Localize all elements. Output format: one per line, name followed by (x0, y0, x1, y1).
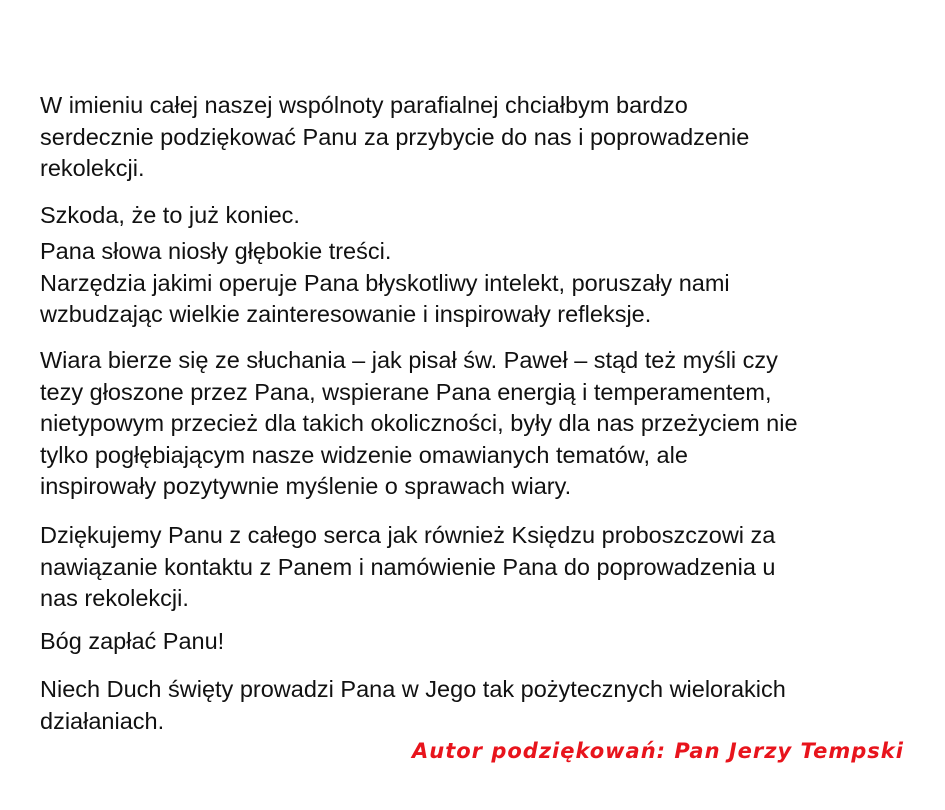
paragraph-gratitude (40, 90, 940, 185)
paragraph-regret (40, 200, 940, 232)
paragraph-line: tylko pogłębiającym nasze widzenie omawianych tematów, ale (40, 441, 688, 468)
paragraph-line: nas rekolekcji. (40, 585, 189, 611)
paragraph-line: działaniach. (40, 707, 165, 734)
paragraph-line: nawiązanie kontaktu z Panem i namówienie Pana do poprowadzenia u (40, 553, 776, 580)
paragraph-line: Wiara bierze się ze słuchania – jak pisał św. Paweł – stąd też myśli czy (40, 347, 778, 373)
paragraph-blessing (40, 626, 940, 658)
paragraph-line: Dziękujemy Panu z całego serca jak również Księdzu proboszczowi za (40, 522, 776, 548)
paragraph-line: tezy głoszone przez Pana, wspierane Pana energią i temperamentem, (40, 378, 772, 405)
paragraph-line: inspirowały pozytywnie myślenie o sprawach wiary. (40, 473, 572, 499)
paragraph-line: wzbudzając wielkie zainteresowanie i inspirowały refleksje. (40, 301, 652, 327)
paragraph-line: W imieniu całej naszej wspólnoty parafialnej chciałbym bardzo (40, 92, 688, 118)
paragraph-line: Narzędzia jakimi operuje Pana błyskotliwy intelekt, poruszały nami (40, 269, 730, 296)
paragraph-closing (40, 674, 940, 737)
paragraph-line: rekolekcji. (40, 155, 145, 181)
paragraph-line: Niech Duch święty prowadzi Pana w Jego tak pożytecznych wielorakich (40, 676, 786, 702)
paragraph-faith (40, 345, 940, 503)
paragraph-line: Pana słowa niosły głębokie treści. (40, 238, 392, 264)
paragraph-thanks-priest (40, 520, 940, 615)
paragraph-line: nietypowym przecież dla takich okoliczności, były dla nas przeżyciem nie (40, 410, 798, 436)
paragraph-line: serdecznie podziękować Panu za przybycie do nas i poprowadzenie (40, 123, 750, 150)
paragraph-words (40, 236, 940, 331)
paragraph-line: Szkoda, że to już koniec. (40, 202, 300, 228)
paragraph-line: Bóg zapłać Panu! (40, 628, 225, 654)
author-signature: Autor podziękowań: Pan Jerzy Tempski (412, 739, 904, 763)
